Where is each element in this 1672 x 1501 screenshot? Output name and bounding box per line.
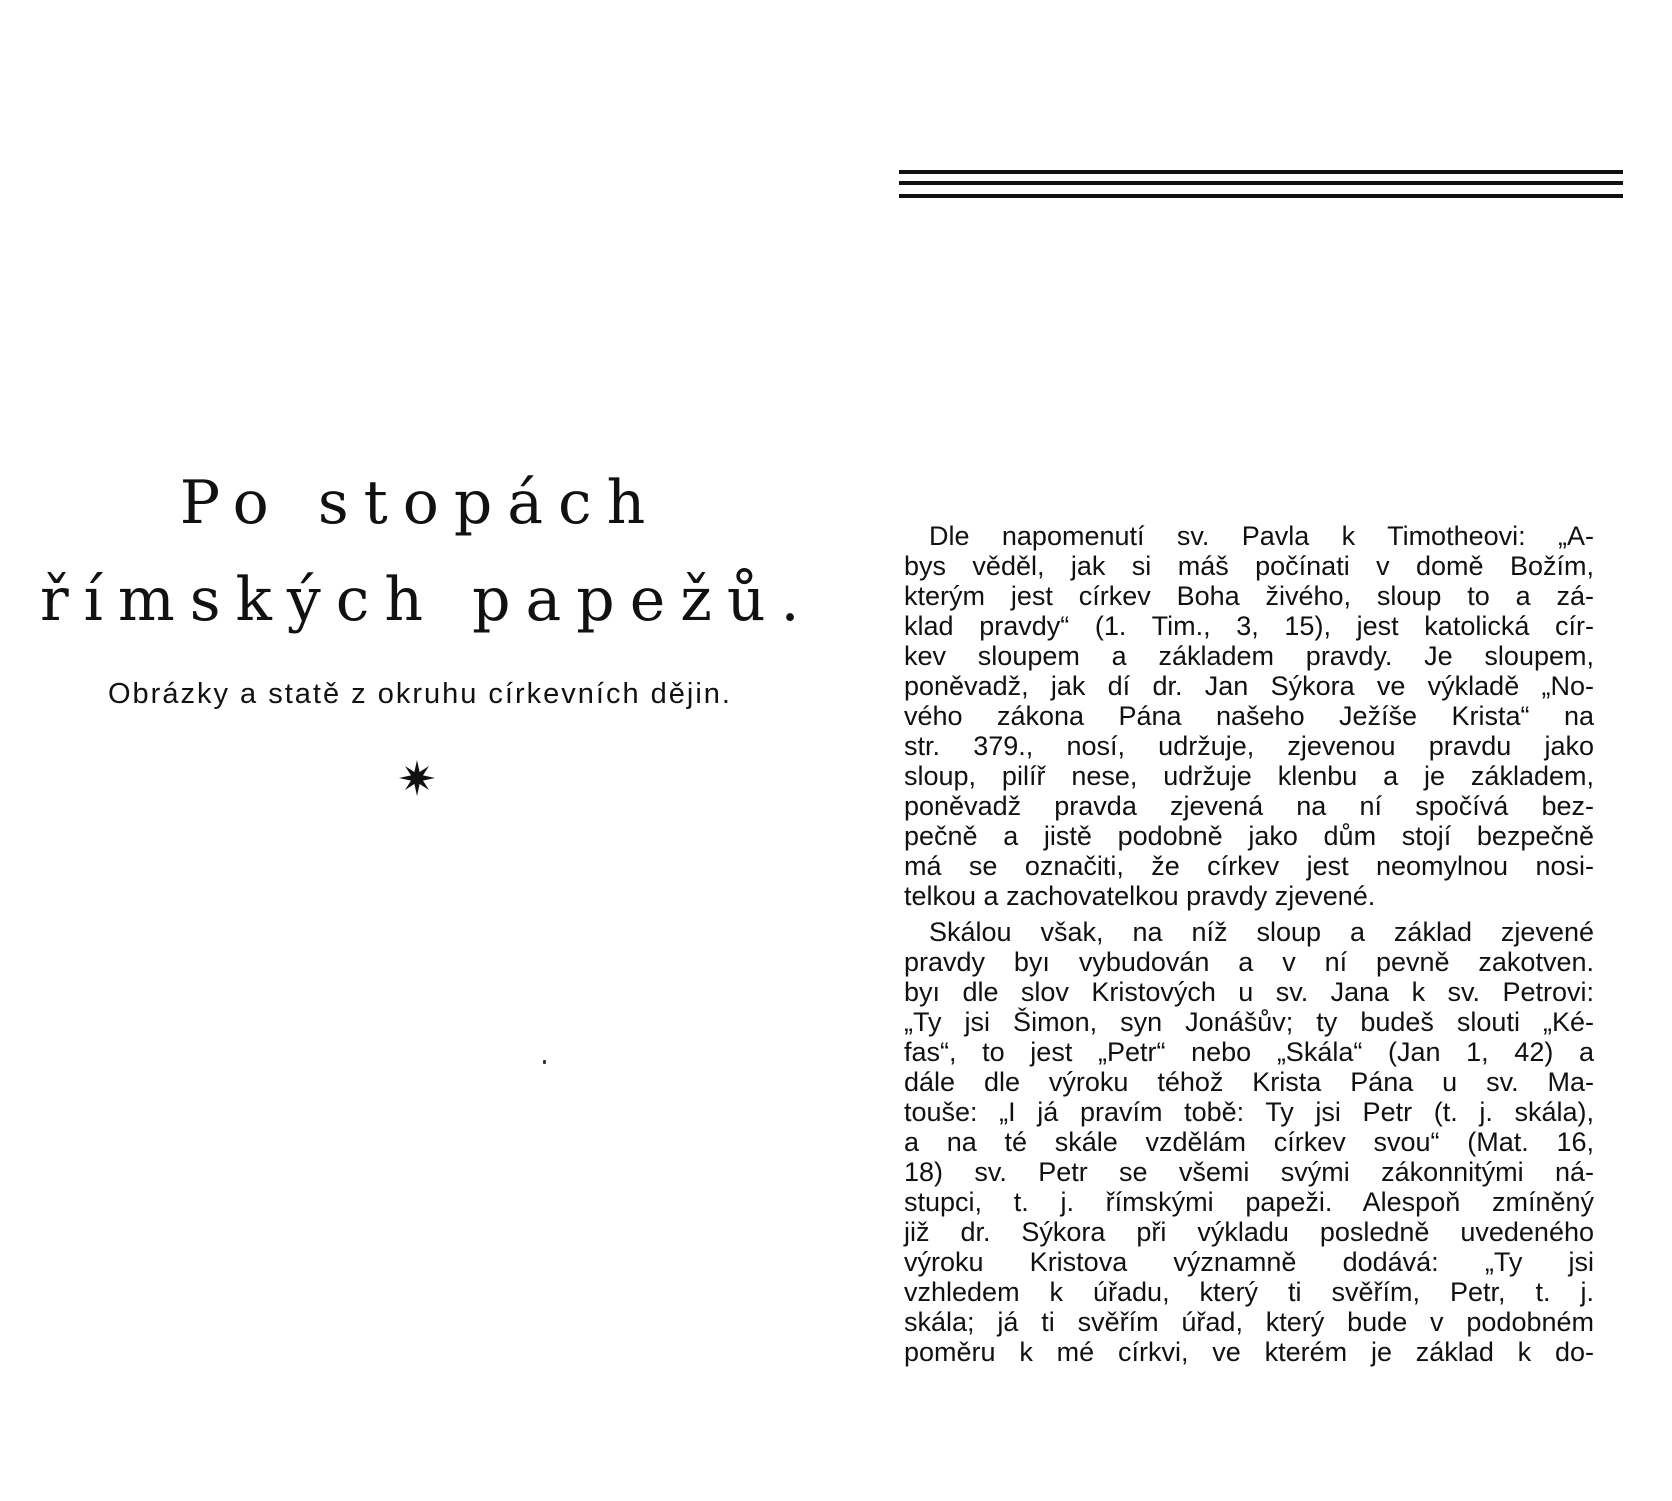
title-line-1: Po stopách xyxy=(179,468,661,538)
text-line: vého zákona Pána našeho Ježíše Krista“ na xyxy=(904,701,1594,731)
text-line: skála; já ti svěřím úřad, který bude v podobném xyxy=(904,1307,1594,1337)
text-line: pravdy byı vybudován a v ní pevně zakotven. xyxy=(904,947,1594,977)
text-line: má se označiti, že církev jest neomylnou nosi- xyxy=(904,851,1594,881)
text-line: kev sloupem a základem pravdy. Je sloupem, xyxy=(904,641,1594,671)
header-rule-1 xyxy=(899,170,1623,174)
text-line: a na té skále vzdělám církev svou“ (Mat. 16, xyxy=(904,1127,1594,1157)
asterisk-star-icon xyxy=(399,760,435,796)
text-line: již dr. Sýkora při výkladu posledně uvedeného xyxy=(904,1217,1594,1247)
text-line: poměru k mé církvi, ve kterém je základ k do- xyxy=(904,1337,1594,1367)
text-line: klad pravdy“ (1. Tim., 3, 15), jest katolická cír- xyxy=(904,611,1594,641)
text-line: 18) sv. Petr se všemi svými zákonnitými ná- xyxy=(904,1157,1594,1187)
title-line-2: římských papežů. xyxy=(40,565,815,635)
text-line: Skálou však, na níž sloup a základ zjevené xyxy=(929,917,1594,947)
text-line: touše: „I já pravím tobě: Ty jsi Petr (t. j. skála), xyxy=(904,1097,1594,1127)
text-line: bys věděl, jak si máš počínati v domě Božím, xyxy=(904,551,1594,581)
text-line: „Ty jsi Šimon, syn Jonášův; ty budeš slouti „Ké- xyxy=(904,1007,1594,1037)
text-line: dále dle výroku téhož Krista Pána u sv. Ma- xyxy=(904,1067,1594,1097)
print-speck xyxy=(543,1060,546,1064)
header-rule-3 xyxy=(899,194,1623,198)
text-line: pečně a jistě podobně jako dům stojí bezpečně xyxy=(904,821,1594,851)
text-line: byı dle slov Kristových u sv. Jana k sv. Petrovi: xyxy=(904,977,1594,1007)
text-line: stupci, t. j. římskými papeži. Alespoň zmíněný xyxy=(904,1187,1594,1217)
text-line: poněvadž pravda zjevená na ní spočívá bez- xyxy=(904,791,1594,821)
text-line: str. 379., nosí, udržuje, zjevenou pravdu jako xyxy=(904,731,1594,761)
text-line: výroku Kristova významně dodává: „Ty jsi xyxy=(904,1247,1594,1277)
text-line: vzhledem k úřadu, který ti svěřím, Petr, t. j. xyxy=(904,1277,1594,1307)
header-rule-2 xyxy=(899,181,1623,185)
text-line: sloup, pilíř nese, udržuje klenbu a je základem, xyxy=(904,761,1594,791)
subtitle: Obrázky a statě z okruhu církevních dějin. xyxy=(108,678,732,710)
text-line: Dle napomenutí sv. Pavla k Timotheovi: „A- xyxy=(929,521,1594,551)
text-line: poněvadž, jak dí dr. Jan Sýkora ve výkladě „No- xyxy=(904,671,1594,701)
text-line: kterým jest církev Boha živého, sloup to a zá- xyxy=(904,581,1594,611)
text-line: fas“, to jest „Petr“ nebo „Skála“ (Jan 1, 42) a xyxy=(904,1037,1594,1067)
text-line: telkou a zachovatelkou pravdy zjevené. xyxy=(904,881,1376,911)
